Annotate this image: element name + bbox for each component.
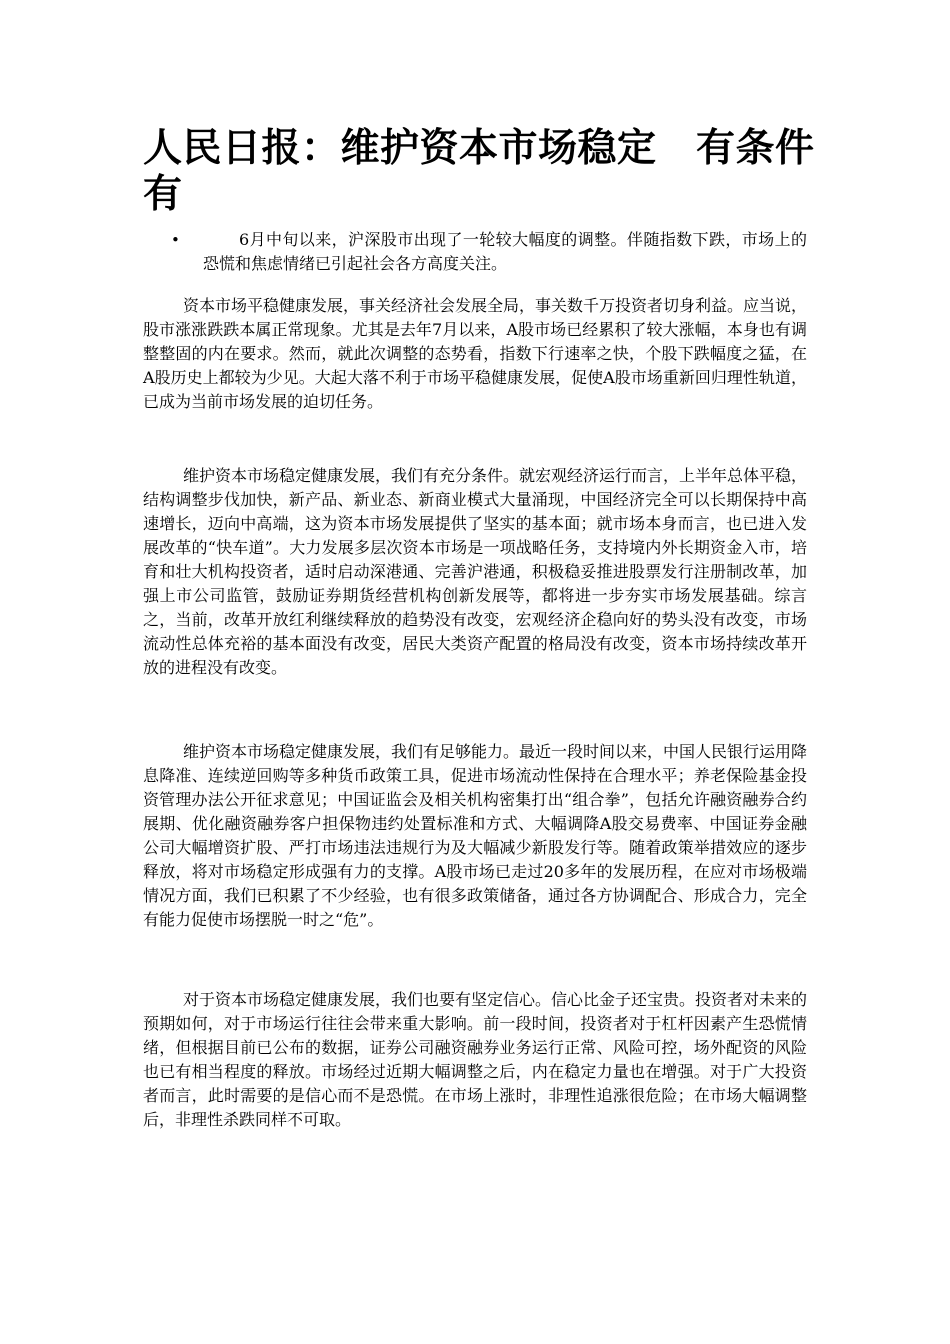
article-title: 人民日报：维护资本市场稳定 有条件有 bbox=[143, 126, 815, 217]
body-paragraph-2: 维护资本市场稳定健康发展，我们有充分条件。就宏观经济运行而言，上半年总体平稳，结构调整步伐加快，新产品、新业态、新商业模式大量涌现，中国经济完全可以长期保持中高速增长，迈向中高端，这为资本市场发展提供了坚实的基本面；就市场本身而言，也已进入发展改革的“快车道”。大力发展多层次资本市场是一项战略任务，支持境内外长期资金入市，培育和壮大机构投资者，适时启动深港通、完善沪港通，积极稳妥推进股票发行注册制改革，加强上市公司监管，鼓励证券期货经营机构创新发展等，都将进一步夯实市场发展基础。综言之，当前，改革开放红利继续释放的趋势没有改变，宏观经济企稳向好的势头没有改变，市场流动性总体充裕的基本面没有改变，居民大类资产配置的格局没有改变，资本市场持续改革开放的进程没有改变。 bbox=[143, 466, 808, 677]
lead-bullet bbox=[143, 228, 807, 276]
bullet-icon: • bbox=[171, 231, 180, 249]
body-paragraph-4: 对于资本市场稳定健康发展，我们也要有坚定信心。信心比金子还宝贵。投资者对未来的预期如何，对于市场运行往往会带来重大影响。前一段时间，投资者对于杠杆因素产生恐慌情绪，但根据目前已公布的数据，证券公司融资融券业务运行正常、风险可控，场外配资的风险也已有相当程度的释放。市场经过近期大幅调整之后，内在稳定力量也在增强。对于广大投资者而言，此时需要的是信心而不是恐慌。在市场上涨时，非理性追涨很危险；在市场大幅调整后，非理性杀跌同样不可取。 bbox=[143, 990, 808, 1129]
lead-paragraph: 6月中旬以来，沪深股市出现了一轮较大幅度的调整。伴随指数下跌，市场上的恐慌和焦虑情绪已引起社会各方高度关注。 bbox=[203, 230, 807, 273]
body-paragraph-1: 资本市场平稳健康发展，事关经济社会发展全局，事关数千万投资者切身利益。应当说，股市涨涨跌跌本属正常现象。尤其是去年7月以来，A股市场已经累积了较大涨幅，本身也有调整整固的内在要求。然而，就此次调整的态势看，指数下行速率之快，个股下跌幅度之猛，在A股历史上都较为少见。大起大落不利于市场平稳健康发展，促使A股市场重新回归理性轨道，已成为当前市场发展的迫切任务。 bbox=[143, 296, 808, 411]
body-paragraph-3: 维护资本市场稳定健康发展，我们有足够能力。最近一段时间以来，中国人民银行运用降息降准、连续逆回购等多种货币政策工具，促进市场流动性保持在合理水平；养老保险基金投资管理办法公开征求意见；中国证监会及相关机构密集打出“组合拳”，包括允许融资融券合约展期、优化融资融券客户担保物违约处置标准和方式、大幅调降A股交易费率、中国证券金融公司大幅增资扩股、严打市场违法违规行为及大幅减少新股发行等。随着政策举措效应的逐步释放，将对市场稳定形成强有力的支撑。A股市场已走过20多年的发展历程，在应对市场极端情况方面，我们已积累了不少经验，也有很多政策储备，通过各方协调配合、形成合力，完全有能力促使市场摆脱一时之“危”。 bbox=[143, 742, 808, 929]
